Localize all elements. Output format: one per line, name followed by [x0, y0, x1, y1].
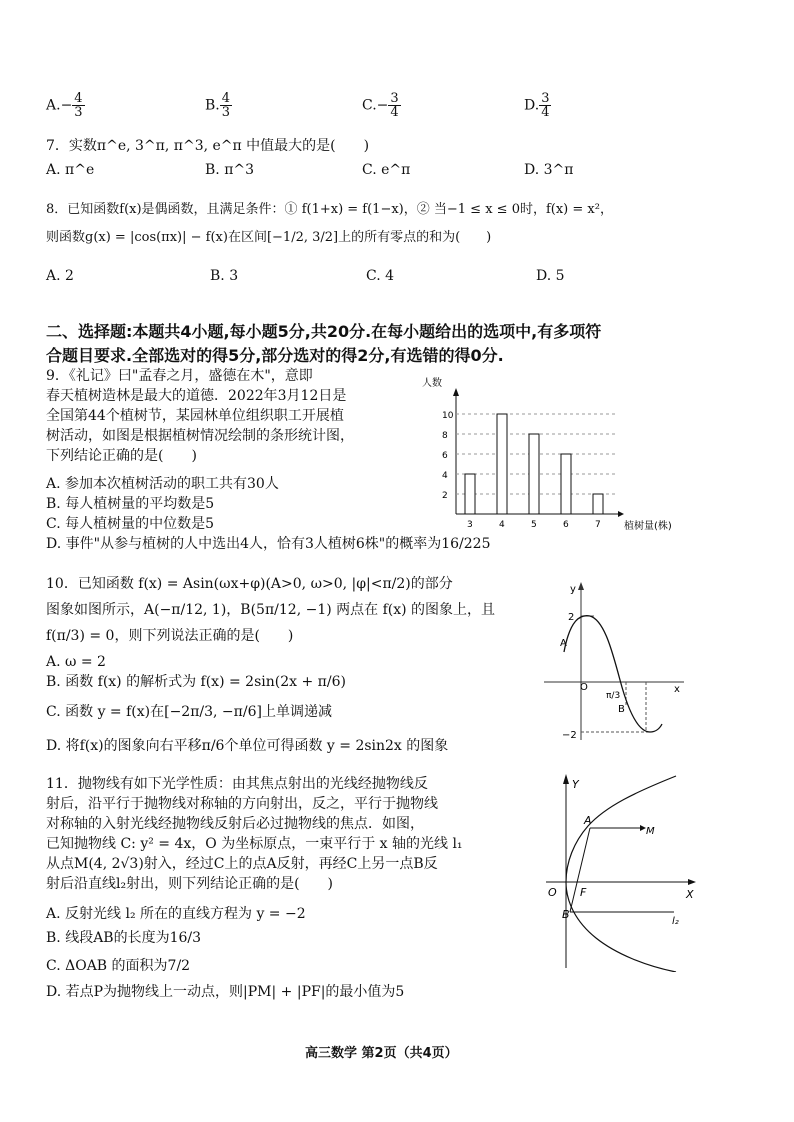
- q8-option-a: A. 2: [46, 268, 74, 284]
- q11-line-3: 对称轴的入射光线经抛物线反射后必过抛物线的焦点．如图，: [46, 816, 424, 832]
- x-tick-label: 7: [595, 520, 601, 530]
- q10-option-d: D. 将f(x)的图象向右平移π/6个单位可得函数 y = 2sin2x 的图象: [46, 738, 449, 754]
- x-tick-label: 6: [563, 520, 569, 530]
- graph-origin-label: O: [580, 682, 588, 693]
- bar-6: [561, 454, 571, 514]
- y-tick-label: 6: [442, 451, 448, 461]
- q6-option-c: C.− $\frac{3}{4}$: [362, 91, 399, 120]
- bar-3: [465, 474, 475, 514]
- parabola-curve: [566, 776, 676, 972]
- q11-option-d: D. 若点P为抛物线上一动点，则|PM| + |PF|的最小值为5: [46, 984, 405, 1000]
- chart-xlabel: 植树量(株): [624, 521, 672, 532]
- q11-line-5: 从点M(4, 2√3)射入，经过C上的点A反射，再经C上另一点B反: [46, 856, 438, 872]
- q9-option-d: D. 事件"从参与植树的人中选出4人，恰有3人植树6株"的概率为16/225: [46, 536, 491, 552]
- graph-point-b: B: [562, 908, 570, 921]
- graph-x-axis-label: X: [686, 888, 694, 901]
- q9-line-3: 全国第44个植树节，某园林单位组织职工开展植: [46, 408, 344, 424]
- q11-line-1: 11．抛物线有如下光学性质：由其焦点射出的光线经抛物线反: [46, 776, 428, 792]
- q7-option-c: C. e^π: [362, 162, 411, 178]
- q10-line-2: 图象如图所示，A(−π/12, 1)，B(5π/12, −1) 两点在 f(x) 的图象上，且: [46, 602, 496, 618]
- q11-line-2: 射后，沿平行于抛物线对称轴的方向射出，反之，平行于抛物线: [46, 796, 438, 812]
- q11-line-4: 已知抛物线 C: y² = 4x，O 为坐标原点，一束平行于 x 轴的光线 l₁: [46, 836, 463, 852]
- graph-line-l2: l₂: [672, 916, 679, 927]
- q8-stem-line1: 8．已知函数f(x)是偶函数，且满足条件：① f(1+x) = f(1−x)，② 当−1 ≤ x ≤ 0时，f(x) = x²，: [46, 202, 613, 217]
- tree-planting-bar-chart: [418, 372, 708, 532]
- x-tick-label: 5: [531, 520, 537, 530]
- sine-curve: [564, 616, 662, 732]
- graph-point-a-label: A: [560, 638, 567, 649]
- bar-7: [593, 494, 603, 514]
- bar-4: [497, 414, 507, 514]
- q9-line-5: 下列结论正确的是( ): [46, 448, 197, 464]
- q10-option-b: B. 函数 f(x) 的解析式为 f(x) = 2sin(2x + π/6): [46, 674, 346, 690]
- q6-option-a: A.− $\frac{4}{3}$: [46, 91, 83, 120]
- y-tick-label: 8: [442, 431, 448, 441]
- q9-option-a: A. 参加本次植树活动的职工共有30人: [46, 476, 279, 492]
- q9-line-4: 树活动，如图是根据植树情况绘制的条形统计图，: [46, 428, 354, 444]
- q10-line-3: f(π/3) = 0，则下列说法正确的是( ): [46, 628, 294, 644]
- graph-max-label: 2: [568, 612, 575, 623]
- y-tick-label: 10: [442, 411, 454, 421]
- section2-heading-line1: 二、选择题:本题共4小题,每小题5分,共20分.在每小题给出的选项中,有多项符: [46, 322, 602, 341]
- graph-focus-f: F: [580, 886, 587, 899]
- graph-y-label: y: [570, 584, 576, 595]
- y-tick-label: 4: [442, 471, 448, 481]
- q10-option-a: A. ω = 2: [46, 654, 106, 670]
- q10-line-1: 10．已知函数 f(x) = Asin(ωx+φ)(A>0, ω>0, |φ|<π/2)的部分: [46, 576, 453, 592]
- q9-option-c: C. 每人植树量的中位数是5: [46, 516, 215, 532]
- graph-point-a: A: [584, 814, 592, 827]
- q7-option-d: D. 3^π: [524, 162, 574, 178]
- q11-option-b: B. 线段AB的长度为16/3: [46, 930, 202, 946]
- graph-point-b-label: B: [618, 704, 625, 715]
- q9-option-b: B. 每人植树量的平均数是5: [46, 496, 215, 512]
- q11-option-a: A. 反射光线 l₂ 所在的直线方程为 y = −2: [46, 906, 306, 922]
- q8-stem-line2: 则函数g(x) = |cos(πx)| − f(x)在区间[−1/2, 3/2]上的所有零点的和为( ): [46, 230, 492, 245]
- q8-option-b: B. 3: [210, 268, 239, 284]
- q11-line-6: 射后沿直线l₂射出，则下列结论正确的是( ): [46, 876, 334, 892]
- chart-ylabel: 人数: [422, 378, 442, 389]
- q9-line-1: 9．《礼记》曰"孟春之月，盛德在木"，意即: [46, 368, 313, 384]
- page-footer: 高三数学 第2页（共4页）: [305, 1046, 458, 1061]
- q7-option-a: A. π^e: [46, 162, 95, 178]
- y-tick-label: 2: [442, 491, 448, 501]
- section2-heading-line2: 合题目要求.全部选对的得5分,部分选对的得2分,有选错的得0分.: [46, 346, 504, 365]
- q11-option-c: C. ΔOAB 的面积为7/2: [46, 958, 191, 974]
- graph-pi3-label: π/3: [606, 691, 621, 701]
- q6-option-d: D. $\frac{3}{4}$: [524, 91, 550, 120]
- x-tick-label: 3: [467, 520, 473, 530]
- graph-origin-o: O: [548, 886, 557, 899]
- graph-min-label: −2: [562, 730, 577, 741]
- q10-option-c: C. 函数 y = f(x)在[−2π/3, −π/6]上单调递减: [46, 704, 332, 720]
- x-tick-label: 4: [499, 520, 505, 530]
- bar-5: [529, 434, 539, 514]
- sine-function-graph: [534, 580, 694, 750]
- q8-option-c: C. 4: [366, 268, 395, 284]
- q9-line-2: 春天植树造林是最大的道德．2022年3月12日是: [46, 388, 347, 404]
- q7-stem: 7．实数π^e, 3^π, π^3, e^π 中值最大的是( ): [46, 138, 370, 154]
- parabola-graph: [536, 772, 706, 972]
- q8-option-d: D. 5: [536, 268, 565, 284]
- q7-option-b: B. π^3: [205, 162, 255, 178]
- graph-y-axis-label: Y: [572, 778, 579, 791]
- q6-option-b: B. $\frac{4}{3}$: [205, 91, 231, 120]
- graph-x-label: x: [674, 684, 680, 695]
- graph-point-m: M: [646, 826, 655, 837]
